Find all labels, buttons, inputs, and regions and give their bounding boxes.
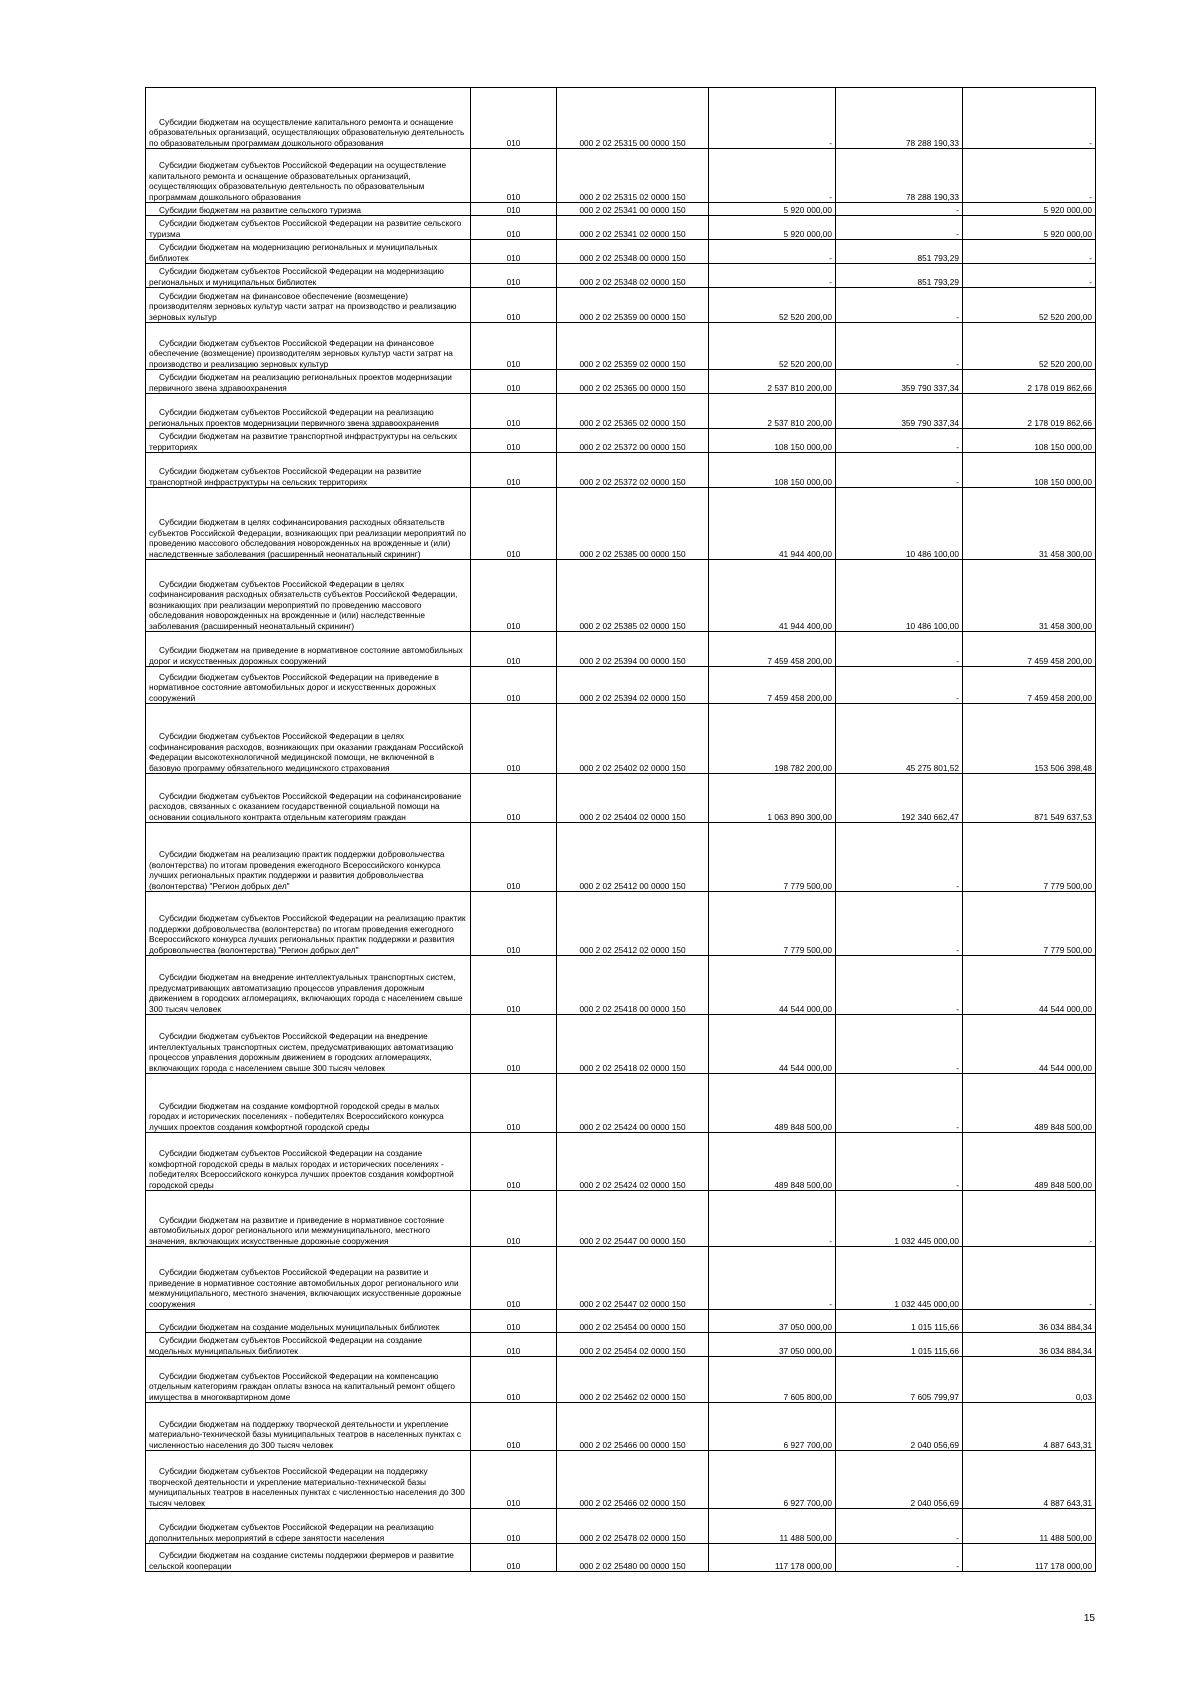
page-number: 15 [1083, 1613, 1095, 1624]
row-executed-cell: 1 032 445 000,00 [836, 1191, 963, 1247]
row-remaining-cell: 7 779 500,00 [963, 823, 1096, 892]
row-remaining-cell: - [963, 149, 1096, 203]
row-name-cell: Субсидии бюджетам субъектов Российской Федерации на софинансирование расходов, связанных с оказанием государственной социальной помощи на основании социального контракта отдельным категориям граждан [146, 774, 471, 823]
row-name-cell: Субсидии бюджетам на создание комфортной городской среды в малых городах и исторических поселениях - победителях Всероссийского конкурса лучших проектов создания комфортной городской среды [146, 1074, 471, 1133]
row-approved-cell: 108 150 000,00 [709, 429, 836, 453]
row-executed-cell: - [836, 667, 963, 704]
row-executed-cell: 2 040 056,69 [836, 1451, 963, 1509]
row-kbk-cell: 000 2 02 25372 02 0000 150 [557, 453, 709, 488]
row-code-cell: 010 [471, 956, 557, 1015]
row-name-cell: Субсидии бюджетам субъектов Российской Федерации на внедрение интеллектуальных транспортных систем, предусматривающих автоматизацию процессов управления дорожным движением в городских агломерациях, включающих города с населением свыше 300 тысяч человек [146, 1015, 471, 1074]
table-row [146, 370, 1096, 394]
row-kbk-cell: 000 2 02 25385 02 0000 150 [557, 560, 709, 632]
row-kbk-cell: 000 2 02 25478 02 0000 150 [557, 1509, 709, 1544]
table-row [146, 394, 1096, 429]
row-kbk-cell: 000 2 02 25359 02 0000 150 [557, 323, 709, 370]
row-kbk-cell: 000 2 02 25466 00 0000 150 [557, 1403, 709, 1451]
row-code-cell: 010 [471, 216, 557, 240]
row-code-cell: 010 [471, 1074, 557, 1133]
row-kbk-cell: 000 2 02 25372 00 0000 150 [557, 429, 709, 453]
row-code-cell: 010 [471, 323, 557, 370]
row-executed-cell: 851 793,29 [836, 240, 963, 264]
row-executed-cell: - [836, 216, 963, 240]
row-approved-cell: 489 848 500,00 [709, 1133, 836, 1191]
table-row [146, 956, 1096, 1015]
row-code-cell: 010 [471, 892, 557, 956]
row-kbk-cell: 000 2 02 25341 02 0000 150 [557, 216, 709, 240]
row-approved-cell: 44 544 000,00 [709, 1015, 836, 1074]
row-executed-cell: - [836, 632, 963, 667]
row-name-cell: Субсидии бюджетам на внедрение интеллектуальных транспортных систем, предусматривающих автоматизацию процессов управления дорожным движением в городских агломерациях, включающих города с населением свыше 300 тысяч человек [146, 956, 471, 1015]
row-remaining-cell: 36 034 884,34 [963, 1310, 1096, 1333]
row-code-cell: 010 [471, 1310, 557, 1333]
row-code-cell: 010 [471, 1015, 557, 1074]
row-remaining-cell: 489 848 500,00 [963, 1133, 1096, 1191]
row-remaining-cell: - [963, 1247, 1096, 1310]
row-kbk-cell: 000 2 02 25418 02 0000 150 [557, 1015, 709, 1074]
table-row [146, 774, 1096, 823]
row-code-cell: 010 [471, 1133, 557, 1191]
row-kbk-cell: 000 2 02 25348 00 0000 150 [557, 240, 709, 264]
row-approved-cell: 489 848 500,00 [709, 1074, 836, 1133]
row-remaining-cell: 4 887 643,31 [963, 1403, 1096, 1451]
row-kbk-cell: 000 2 02 25404 02 0000 150 [557, 774, 709, 823]
row-executed-cell: - [836, 203, 963, 216]
row-remaining-cell: 31 458 300,00 [963, 488, 1096, 560]
row-kbk-cell: 000 2 02 25412 02 0000 150 [557, 892, 709, 956]
row-approved-cell: - [709, 1191, 836, 1247]
row-remaining-cell: 52 520 200,00 [963, 288, 1096, 323]
row-remaining-cell: 2 178 019 862,66 [963, 394, 1096, 429]
row-approved-cell: 117 178 000,00 [709, 1544, 836, 1572]
row-name-cell: Субсидии бюджетам субъектов Российской Федерации в целях софинансирования расходов, возникающих при оказании гражданам Российской Федерации высокотехнологичной медицинской помощи, не включенной в базовую программу обязательного медицинского страхования [146, 704, 471, 774]
table-row [146, 823, 1096, 892]
row-kbk-cell: 000 2 02 25447 02 0000 150 [557, 1247, 709, 1310]
row-name-cell: Субсидии бюджетам на финансовое обеспечение (возмещение) производителям зерновых культур части затрат на производство и реализацию зерновых культур [146, 288, 471, 323]
row-name-cell: Субсидии бюджетам на реализацию практик поддержки добровольчества (волонтерства) по итогам проведения ежегодного Всероссийского конкурса лучших региональных практик поддержки и развития добровольчества (волонтерства) "Регион добрых дел" [146, 823, 471, 892]
row-approved-cell: 198 782 200,00 [709, 704, 836, 774]
row-executed-cell: - [836, 288, 963, 323]
row-approved-cell: 5 920 000,00 [709, 216, 836, 240]
table-row [146, 149, 1096, 203]
row-name-cell: Субсидии бюджетам субъектов Российской Федерации на реализацию региональных проектов модернизации первичного звена здравоохранения [146, 394, 471, 429]
row-kbk-cell: 000 2 02 25348 02 0000 150 [557, 264, 709, 288]
row-name-cell: Субсидии бюджетам на реализацию региональных проектов модернизации первичного звена здравоохранения [146, 370, 471, 394]
row-code-cell: 010 [471, 632, 557, 667]
row-approved-cell: 44 544 000,00 [709, 956, 836, 1015]
row-kbk-cell: 000 2 02 25454 00 0000 150 [557, 1310, 709, 1333]
table-row [146, 1403, 1096, 1451]
row-executed-cell: 1 015 115,66 [836, 1310, 963, 1333]
row-approved-cell: 37 050 000,00 [709, 1310, 836, 1333]
table-row [146, 1544, 1096, 1572]
row-approved-cell: 5 920 000,00 [709, 203, 836, 216]
row-code-cell: 010 [471, 488, 557, 560]
row-remaining-cell: - [963, 264, 1096, 288]
row-remaining-cell: 7 779 500,00 [963, 892, 1096, 956]
row-kbk-cell: 000 2 02 25447 00 0000 150 [557, 1191, 709, 1247]
row-kbk-cell: 000 2 02 25402 02 0000 150 [557, 704, 709, 774]
row-executed-cell: 45 275 801,52 [836, 704, 963, 774]
row-name-cell: Субсидии бюджетам субъектов Российской Федерации на создание модельных муниципальных библиотек [146, 1333, 471, 1357]
row-approved-cell: 37 050 000,00 [709, 1333, 836, 1357]
row-code-cell: 010 [471, 560, 557, 632]
row-code-cell: 010 [471, 704, 557, 774]
row-remaining-cell: 36 034 884,34 [963, 1333, 1096, 1357]
row-code-cell: 010 [471, 667, 557, 704]
row-remaining-cell: 5 920 000,00 [963, 203, 1096, 216]
row-executed-cell: - [836, 1133, 963, 1191]
row-code-cell: 010 [471, 1403, 557, 1451]
row-name-cell: Субсидии бюджетам субъектов Российской Федерации на компенсацию отдельным категориям граждан оплаты взноса на капитальный ремонт общего имущества в многоквартирном доме [146, 1357, 471, 1403]
row-code-cell: 010 [471, 823, 557, 892]
row-code-cell: 010 [471, 370, 557, 394]
table-row [146, 1333, 1096, 1357]
row-approved-cell: 108 150 000,00 [709, 453, 836, 488]
row-name-cell: Субсидии бюджетам субъектов Российской Федерации на реализацию практик поддержки добровольчества (волонтерства) по итогам проведения ежегодного Всероссийского конкурса лучших региональных практик поддержки и развития добровольчества (волонтерства) "Регион добрых дел" [146, 892, 471, 956]
row-code-cell: 010 [471, 774, 557, 823]
row-approved-cell: 7 459 458 200,00 [709, 632, 836, 667]
table-row [146, 323, 1096, 370]
row-kbk-cell: 000 2 02 25315 02 0000 150 [557, 149, 709, 203]
row-executed-cell: - [836, 323, 963, 370]
row-name-cell: Субсидии бюджетам субъектов Российской Федерации на поддержку творческой деятельности и укрепление материально-технической базы муниципальных театров в населенных пунктах с численностью населения до 300 тысяч человек [146, 1451, 471, 1509]
row-name-cell: Субсидии бюджетам субъектов Российской Федерации на модернизацию региональных и муниципальных библиотек [146, 264, 471, 288]
row-remaining-cell: - [963, 88, 1096, 149]
table-row [146, 1509, 1096, 1544]
row-code-cell: 010 [471, 1509, 557, 1544]
row-code-cell: 010 [471, 1544, 557, 1572]
row-executed-cell: 10 486 100,00 [836, 560, 963, 632]
table-row [146, 1451, 1096, 1509]
table-row [146, 1247, 1096, 1310]
row-approved-cell: - [709, 88, 836, 149]
row-name-cell: Субсидии бюджетам на развитие сельского туризма [146, 203, 471, 216]
row-approved-cell: 1 063 890 300,00 [709, 774, 836, 823]
row-kbk-cell: 000 2 02 25365 00 0000 150 [557, 370, 709, 394]
table-row [146, 1074, 1096, 1133]
row-approved-cell: 7 779 500,00 [709, 823, 836, 892]
table-row [146, 1191, 1096, 1247]
table-row [146, 453, 1096, 488]
row-executed-cell: - [836, 956, 963, 1015]
row-executed-cell: 192 340 662,47 [836, 774, 963, 823]
row-kbk-cell: 000 2 02 25412 00 0000 150 [557, 823, 709, 892]
row-executed-cell: - [836, 429, 963, 453]
row-approved-cell: 41 944 400,00 [709, 488, 836, 560]
row-remaining-cell: 0,03 [963, 1357, 1096, 1403]
row-kbk-cell: 000 2 02 25385 00 0000 150 [557, 488, 709, 560]
row-executed-cell: 1 015 115,66 [836, 1333, 963, 1357]
row-approved-cell: 7 779 500,00 [709, 892, 836, 956]
row-name-cell: Субсидии бюджетам на поддержку творческой деятельности и укрепление материально-технической базы муниципальных театров в населенных пунктах с численностью населения до 300 тысяч человек [146, 1403, 471, 1451]
row-remaining-cell: 4 887 643,31 [963, 1451, 1096, 1509]
row-approved-cell: - [709, 264, 836, 288]
row-executed-cell: - [836, 892, 963, 956]
row-kbk-cell: 000 2 02 25424 02 0000 150 [557, 1133, 709, 1191]
table-row [146, 488, 1096, 560]
row-remaining-cell: 44 544 000,00 [963, 956, 1096, 1015]
row-name-cell: Субсидии бюджетам субъектов Российской Федерации на развитие сельского туризма [146, 216, 471, 240]
table-row [146, 1015, 1096, 1074]
row-kbk-cell: 000 2 02 25359 00 0000 150 [557, 288, 709, 323]
row-executed-cell: 851 793,29 [836, 264, 963, 288]
table-row [146, 632, 1096, 667]
row-kbk-cell: 000 2 02 25462 02 0000 150 [557, 1357, 709, 1403]
row-kbk-cell: 000 2 02 25341 00 0000 150 [557, 203, 709, 216]
row-approved-cell: - [709, 240, 836, 264]
row-code-cell: 010 [471, 203, 557, 216]
row-approved-cell: - [709, 1247, 836, 1310]
row-remaining-cell: 7 459 458 200,00 [963, 667, 1096, 704]
table-row [146, 288, 1096, 323]
row-remaining-cell: 44 544 000,00 [963, 1015, 1096, 1074]
table-row [146, 1133, 1096, 1191]
row-code-cell: 010 [471, 453, 557, 488]
row-code-cell: 010 [471, 429, 557, 453]
budget-table-container [145, 87, 1095, 1572]
row-kbk-cell: 000 2 02 25418 00 0000 150 [557, 956, 709, 1015]
row-name-cell: Субсидии бюджетам на приведение в нормативное состояние автомобильных дорог и искусственных дорожных сооружений [146, 632, 471, 667]
row-approved-cell: 6 927 700,00 [709, 1403, 836, 1451]
row-remaining-cell: - [963, 240, 1096, 264]
row-name-cell: Субсидии бюджетам субъектов Российской Федерации на финансовое обеспечение (возмещение) производителям зерновых культур части затрат на производство и реализацию зерновых культур [146, 323, 471, 370]
row-executed-cell: - [836, 1074, 963, 1133]
row-name-cell: Субсидии бюджетам субъектов Российской Федерации на реализацию дополнительных мероприятий в сфере занятости населения [146, 1509, 471, 1544]
row-approved-cell: 41 944 400,00 [709, 560, 836, 632]
row-approved-cell: 7 605 800,00 [709, 1357, 836, 1403]
table-row [146, 704, 1096, 774]
row-name-cell: Субсидии бюджетам на создание системы поддержки фермеров и развитие сельской кооперации [146, 1544, 471, 1572]
row-kbk-cell: 000 2 02 25315 00 0000 150 [557, 88, 709, 149]
row-kbk-cell: 000 2 02 25394 00 0000 150 [557, 632, 709, 667]
row-remaining-cell: 31 458 300,00 [963, 560, 1096, 632]
row-code-cell: 010 [471, 1357, 557, 1403]
row-kbk-cell: 000 2 02 25424 00 0000 150 [557, 1074, 709, 1133]
row-approved-cell: 11 488 500,00 [709, 1509, 836, 1544]
row-remaining-cell: 108 150 000,00 [963, 453, 1096, 488]
row-name-cell: Субсидии бюджетам субъектов Российской Федерации на осуществление капитального ремонта и оснащение образовательных организаций, осуществляющих образовательную деятельность по образовательным программам дошкольного образования [146, 149, 471, 203]
row-executed-cell: - [836, 823, 963, 892]
row-name-cell: Субсидии бюджетам субъектов Российской Федерации на создание комфортной городской среды в малых городах и исторических поселениях - победителях Всероссийского конкурса лучших проектов создания комфортной городской среды [146, 1133, 471, 1191]
row-approved-cell: 2 537 810 200,00 [709, 370, 836, 394]
table-row [146, 560, 1096, 632]
row-remaining-cell: 108 150 000,00 [963, 429, 1096, 453]
row-remaining-cell: - [963, 1191, 1096, 1247]
row-executed-cell: - [836, 453, 963, 488]
row-executed-cell: - [836, 1509, 963, 1544]
row-executed-cell: - [836, 1544, 963, 1572]
table-row [146, 216, 1096, 240]
row-executed-cell: 359 790 337,34 [836, 370, 963, 394]
row-remaining-cell: 7 459 458 200,00 [963, 632, 1096, 667]
row-remaining-cell: 2 178 019 862,66 [963, 370, 1096, 394]
budget-table [145, 87, 1096, 1572]
row-name-cell: Субсидии бюджетам на осуществление капитального ремонта и оснащение образовательных организаций, осуществляющих образовательную деятельность по образовательным программам дошкольного образования [146, 88, 471, 149]
table-row [146, 1357, 1096, 1403]
row-kbk-cell: 000 2 02 25466 02 0000 150 [557, 1451, 709, 1509]
table-row [146, 203, 1096, 216]
table-row [146, 667, 1096, 704]
row-name-cell: Субсидии бюджетам субъектов Российской Федерации на приведение в нормативное состояние автомобильных дорог и искусственных дорожных сооружений [146, 667, 471, 704]
table-row [146, 88, 1096, 149]
row-name-cell: Субсидии бюджетам субъектов Российской Федерации на развитие транспортной инфраструктуры на сельских территориях [146, 453, 471, 488]
row-name-cell: Субсидии бюджетам в целях софинансирования расходных обязательств субъектов Российской Федерации, возникающих при реализации мероприятий по проведению массового обследования новорожденных на врожденные и (или) наследственные заболевания (расширенный неонатальный скрининг) [146, 488, 471, 560]
table-row [146, 429, 1096, 453]
row-remaining-cell: 117 178 000,00 [963, 1544, 1096, 1572]
row-name-cell: Субсидии бюджетам на развитие транспортной инфраструктуры на сельских территориях [146, 429, 471, 453]
row-code-cell: 010 [471, 288, 557, 323]
row-executed-cell: 7 605 799,97 [836, 1357, 963, 1403]
row-code-cell: 010 [471, 1451, 557, 1509]
table-row [146, 892, 1096, 956]
row-name-cell: Субсидии бюджетам субъектов Российской Федерации в целях софинансирования расходных обязательств субъектов Российской Федерации, возникающих при реализации мероприятий по проведению массового обследования новорожденных на врожденные и (или) наследственные заболевания (расширенный неонатальный скрининг) [146, 560, 471, 632]
row-code-cell: 010 [471, 88, 557, 149]
row-remaining-cell: 489 848 500,00 [963, 1074, 1096, 1133]
row-remaining-cell: 11 488 500,00 [963, 1509, 1096, 1544]
row-code-cell: 010 [471, 1247, 557, 1310]
budget-table-body [146, 88, 1096, 1572]
table-row [146, 1310, 1096, 1333]
row-name-cell: Субсидии бюджетам на модернизацию региональных и муниципальных библиотек [146, 240, 471, 264]
row-name-cell: Субсидии бюджетам на развитие и приведение в нормативное состояние автомобильных дорог регионального или межмуниципального, местного значения, включающих искусственные дорожные сооружения [146, 1191, 471, 1247]
row-name-cell: Субсидии бюджетам на создание модельных муниципальных библиотек [146, 1310, 471, 1333]
row-code-cell: 010 [471, 149, 557, 203]
row-remaining-cell: 871 549 637,53 [963, 774, 1096, 823]
row-executed-cell: 10 486 100,00 [836, 488, 963, 560]
row-code-cell: 010 [471, 1191, 557, 1247]
row-remaining-cell: 5 920 000,00 [963, 216, 1096, 240]
row-executed-cell: - [836, 1015, 963, 1074]
row-kbk-cell: 000 2 02 25394 02 0000 150 [557, 667, 709, 704]
row-code-cell: 010 [471, 264, 557, 288]
row-code-cell: 010 [471, 240, 557, 264]
row-code-cell: 010 [471, 1333, 557, 1357]
row-executed-cell: 359 790 337,34 [836, 394, 963, 429]
table-row [146, 264, 1096, 288]
row-approved-cell: 7 459 458 200,00 [709, 667, 836, 704]
row-approved-cell: 6 927 700,00 [709, 1451, 836, 1509]
row-remaining-cell: 153 506 398,48 [963, 704, 1096, 774]
row-executed-cell: 1 032 445 000,00 [836, 1247, 963, 1310]
row-kbk-cell: 000 2 02 25480 00 0000 150 [557, 1544, 709, 1572]
row-code-cell: 010 [471, 394, 557, 429]
row-approved-cell: 52 520 200,00 [709, 288, 836, 323]
row-approved-cell: - [709, 149, 836, 203]
row-kbk-cell: 000 2 02 25454 02 0000 150 [557, 1333, 709, 1357]
row-executed-cell: 78 288 190,33 [836, 88, 963, 149]
row-approved-cell: 52 520 200,00 [709, 323, 836, 370]
row-remaining-cell: 52 520 200,00 [963, 323, 1096, 370]
row-executed-cell: 78 288 190,33 [836, 149, 963, 203]
row-executed-cell: 2 040 056,69 [836, 1403, 963, 1451]
row-name-cell: Субсидии бюджетам субъектов Российской Федерации на развитие и приведение в нормативное состояние автомобильных дорог регионального или межмуниципального, местного значения, включающих искусственные дорожные сооружения [146, 1247, 471, 1310]
row-kbk-cell: 000 2 02 25365 02 0000 150 [557, 394, 709, 429]
table-row [146, 240, 1096, 264]
row-approved-cell: 2 537 810 200,00 [709, 394, 836, 429]
